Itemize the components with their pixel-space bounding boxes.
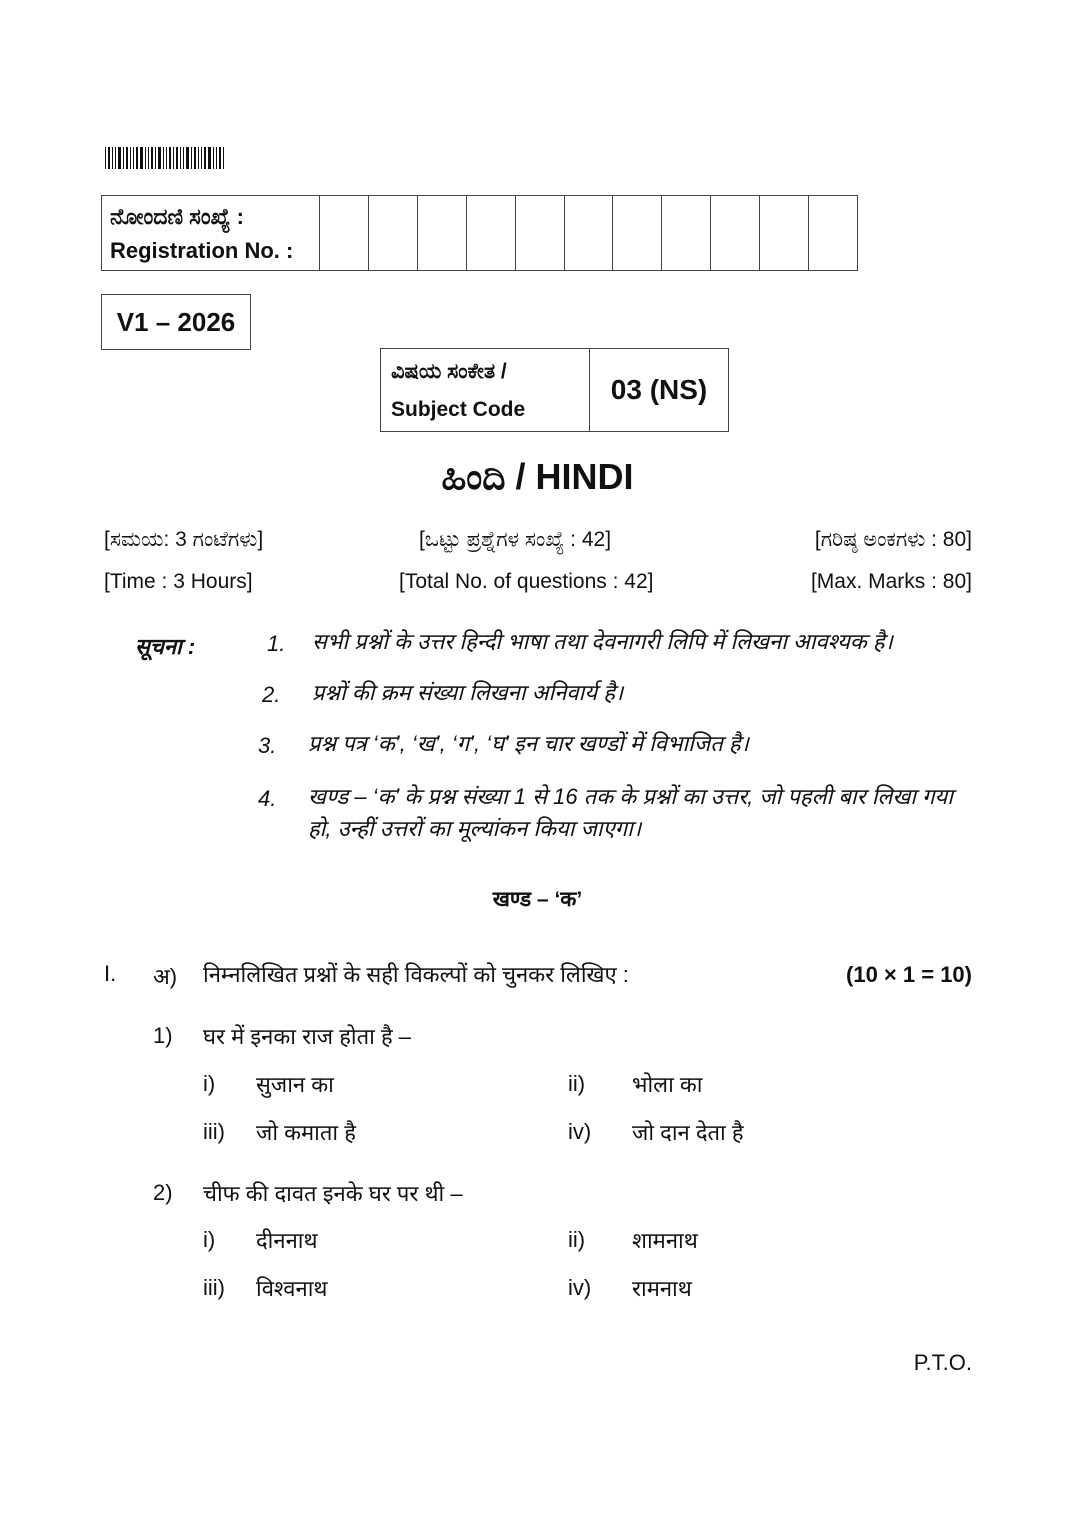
questions-english: [Total No. of questions : 42] bbox=[399, 570, 654, 593]
option-label: ii) bbox=[568, 1071, 586, 1096]
subject-code-label bbox=[381, 349, 590, 431]
instruction-text: प्रश्न पत्र ‘क’, ‘ख’, ‘ग’, ‘घ’ इन चार खण्डों में विभाजित है। bbox=[308, 731, 749, 756]
option-text: दीननाथ bbox=[256, 1228, 318, 1253]
option-label: i) bbox=[203, 1071, 216, 1096]
option-text: सुजान का bbox=[256, 1072, 334, 1097]
option-label: iii) bbox=[203, 1275, 225, 1300]
subject-code-label-kannada: ವಿಷಯ ಸಂಕೇತ / bbox=[391, 360, 507, 383]
pto-footer: P.T.O. bbox=[913, 1350, 972, 1375]
barcode bbox=[105, 147, 247, 169]
part-instruction: निम्नलिखित प्रश्नों के सही विकल्पों को चुनकर लिखिए : bbox=[203, 962, 629, 987]
part-roman-number: I. bbox=[104, 961, 117, 986]
subject-code-value: 03 (NS) bbox=[610, 374, 708, 405]
instruction-text: सभी प्रश्नों के उत्तर हिन्दी भाषा तथा देवनागरी लिपि में लिखना आवश्यक है। bbox=[312, 629, 893, 654]
registration-label bbox=[102, 196, 320, 270]
registration-box bbox=[101, 195, 858, 271]
option-text: विश्वनाथ bbox=[256, 1276, 328, 1301]
option-label: iv) bbox=[568, 1275, 592, 1300]
registration-label-kannada: ನೋಂದಣಿ ಸಂಖ್ಯೆ : bbox=[110, 204, 244, 229]
instruction-text: प्रश्नों की क्रम संख्या लिखना अनिवार्य है। bbox=[312, 680, 624, 705]
subject-code-label-english: Subject Code bbox=[391, 398, 526, 421]
registration-cells bbox=[320, 196, 857, 270]
section-heading: खण्ड – ‘क’ bbox=[492, 888, 583, 911]
question-number: 1) bbox=[153, 1023, 173, 1048]
version-box: V1 – 2026 bbox=[101, 294, 251, 350]
question-text: चीफ की दावत इनके घर पर थी – bbox=[203, 1181, 463, 1206]
registration-label-english: Registration No. : bbox=[110, 238, 294, 263]
instruction-number: 1. bbox=[267, 631, 286, 656]
option-text: रामनाथ bbox=[632, 1276, 692, 1301]
part-sub-label: अ) bbox=[153, 964, 178, 989]
registration-digit-box bbox=[613, 196, 662, 270]
instruction-number: 3. bbox=[258, 733, 277, 758]
time-english: [Time : 3 Hours] bbox=[104, 570, 253, 593]
registration-digit-box bbox=[516, 196, 565, 270]
registration-digit-box bbox=[565, 196, 614, 270]
option-text: भोला का bbox=[632, 1072, 703, 1097]
questions-kannada: [ಒಟ್ಟು ಪ್ರಶ್ನೆಗಳ ಸಂಖ್ಯೆ : 42] bbox=[419, 528, 612, 551]
question-text: घर में इनका राज होता है – bbox=[203, 1024, 411, 1049]
registration-digit-box bbox=[662, 196, 711, 270]
registration-digit-box bbox=[760, 196, 809, 270]
instruction-number: 2. bbox=[262, 682, 281, 707]
option-text: जो कमाता है bbox=[256, 1120, 356, 1145]
instruction-text: खण्ड – ‘क’ के प्रश्न संख्या 1 से 16 तक के प्रश्नों का उत्तर, जो पहली बार लिखा गया हो, उन्हीं उत्तरों का मूल्यांकन किया जाएगा। bbox=[308, 784, 953, 841]
registration-digit-box bbox=[320, 196, 369, 270]
registration-digit-box bbox=[809, 196, 857, 270]
option-label: ii) bbox=[568, 1227, 586, 1252]
instruction-number: 4. bbox=[258, 786, 277, 811]
question-number: 2) bbox=[153, 1180, 173, 1205]
option-text: शामनाथ bbox=[632, 1228, 698, 1253]
option-label: iv) bbox=[568, 1119, 592, 1144]
paper-title: ಹಿಂದಿ / HINDI bbox=[441, 456, 634, 497]
option-text: जो दान देता है bbox=[632, 1120, 744, 1145]
registration-digit-box bbox=[467, 196, 516, 270]
option-label: iii) bbox=[203, 1119, 225, 1144]
registration-digit-box bbox=[369, 196, 418, 270]
time-kannada: [ಸಮಯ: 3 ಗಂಟೆಗಳು] bbox=[104, 528, 264, 551]
registration-digit-box bbox=[711, 196, 760, 270]
part-marks: (10 × 1 = 10) bbox=[846, 962, 972, 987]
subject-code-box bbox=[380, 348, 729, 432]
marks-english: [Max. Marks : 80] bbox=[810, 570, 972, 593]
instructions-heading: सूचना : bbox=[135, 634, 196, 659]
registration-digit-box bbox=[418, 196, 467, 270]
marks-kannada: [ಗರಿಷ್ಠ ಅಂಕಗಳು : 80] bbox=[814, 528, 972, 551]
option-label: i) bbox=[203, 1227, 216, 1252]
